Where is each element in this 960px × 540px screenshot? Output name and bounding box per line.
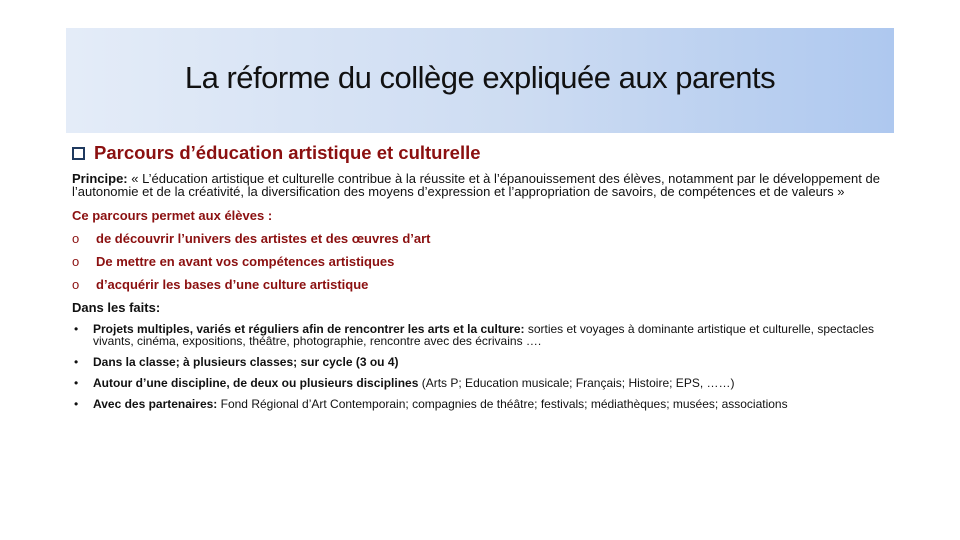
in-practice-label: Dans les faits:: [72, 300, 161, 315]
principle-paragraph: [72, 173, 902, 198]
objective-item: [72, 254, 902, 269]
objective-marker: o: [72, 231, 80, 246]
section-heading-text: Parcours d’éducation artistique et culturelle: [94, 142, 481, 163]
slide-title: La réforme du collège expliquée aux parents: [184, 60, 776, 95]
bullet-text: Fond Régional d’Art Contemporain; compagnies de théâtre; festivals; médiathèques; musées; associations: [217, 397, 788, 411]
section-heading: [72, 142, 902, 164]
principle-text: « L’éducation artistique et culturelle contribue à la réussite et à l’épanouissement des élèves, notamment par le développement de l’autonomie et de la créativité, la diversification des moyens d’expression et l’appropriation de savoirs, de compétences et de valeurs »: [72, 171, 880, 199]
objective-item: [72, 231, 902, 246]
objective-marker: o: [72, 277, 80, 292]
bullet-marker: •: [74, 397, 79, 411]
bullet-marker: •: [74, 322, 79, 336]
objective-text: de découvrir l’univers des artistes et des œuvres d’art: [96, 231, 431, 246]
practice-bullet: [72, 398, 902, 410]
objective-text: De mettre en avant vos compétences artistiques: [96, 254, 395, 269]
objective-item: [72, 277, 902, 292]
bullet-marker: •: [74, 376, 79, 390]
bullet-bold-text: Autour d’une discipline, de deux ou plusieurs disciplines: [93, 376, 419, 390]
practice-bullet: [72, 377, 902, 389]
bullet-bold-text: Avec des partenaires:: [93, 397, 218, 411]
principle-label: Principe:: [72, 171, 128, 186]
practice-bullet: [72, 323, 902, 347]
bullet-marker: •: [74, 355, 79, 369]
bullet-bold-text: Dans la classe; à plusieurs classes; sur cycle (3 ou 4): [93, 355, 399, 369]
title-banner: [66, 28, 894, 133]
practice-bullet: [72, 356, 902, 368]
checkbox-bullet-icon: [72, 147, 85, 160]
slide-content: [72, 142, 902, 419]
objectives-intro: Ce parcours permet aux élèves :: [72, 208, 273, 223]
objective-marker: o: [72, 254, 80, 269]
bullet-text: sorties et voyages à dominante artistique et culturelle, spectacles vivants, cinéma, expositions, théâtre, photographie, rencontre avec des écrivains ….: [93, 322, 875, 348]
objective-text: d’acquérir les bases d’une culture artistique: [96, 277, 369, 292]
bullet-text: (Arts P; Education musicale; Français; Histoire; EPS, ……): [418, 376, 735, 390]
bullet-bold-text: Projets multiples, variés et réguliers afin de rencontrer les arts et la culture:: [93, 322, 525, 336]
